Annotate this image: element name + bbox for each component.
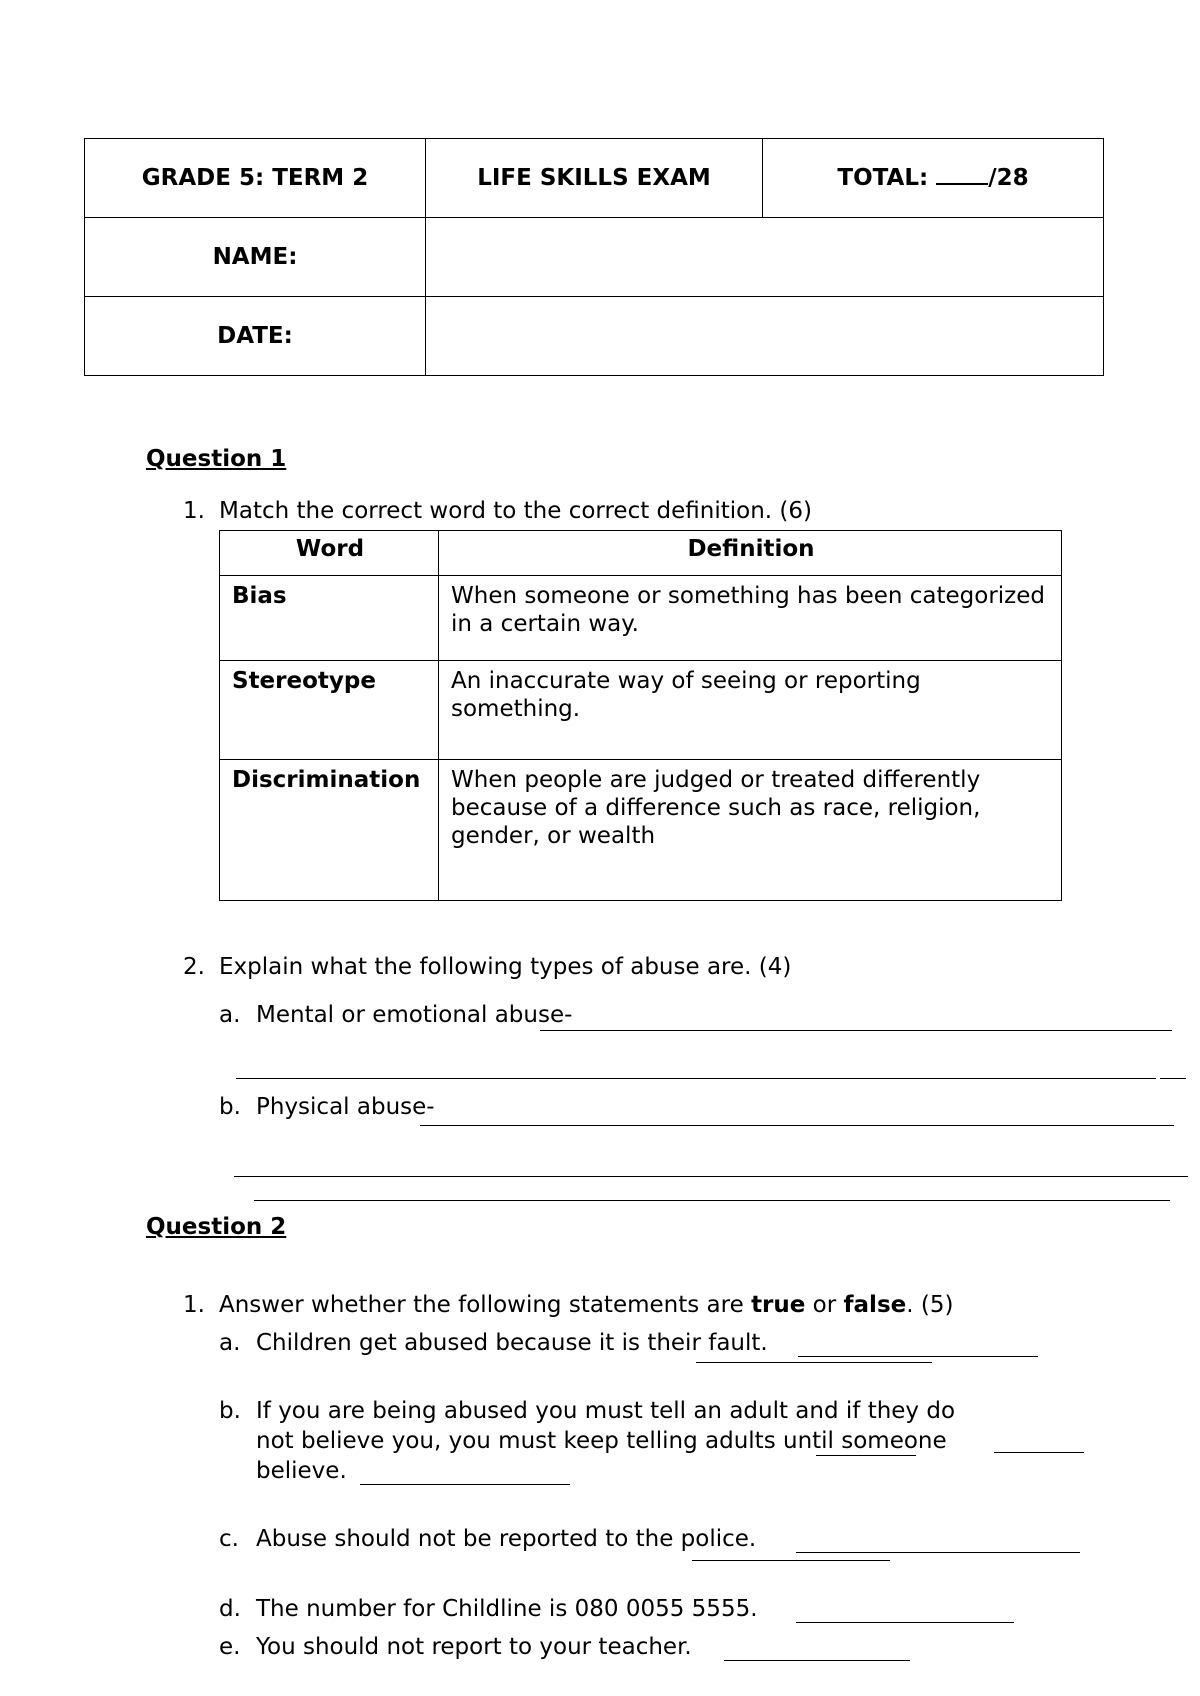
q1-b-letter: b. [219,1094,241,1120]
name-field[interactable] [426,218,1104,297]
answer-line[interactable] [420,1125,1174,1126]
table-row [220,576,1062,661]
false-word: false [843,1292,907,1318]
q1-item2-number: 2. [183,954,205,980]
word-cell: Discrimination [220,760,439,901]
q2-e-text: You should not report to your teacher. [256,1634,692,1660]
q2-a-text: Children get abused because it is their fault. [256,1330,768,1356]
q2-e-letter: e. [219,1634,241,1660]
definition-table [219,530,1062,901]
definition-cell: When someone or something has been categorized in a certain way. [439,576,1062,661]
table-row [220,760,1062,901]
true-word: true [751,1292,806,1318]
table-row [220,661,1062,760]
q2-d-text: The number for Childline is 080 0055 5555. [256,1596,758,1622]
answer-line[interactable] [254,1200,1170,1201]
q2-b-line2: not believe you, you must keep telling adults until someone [256,1428,947,1454]
name-label: NAME: [85,218,426,297]
answer-line[interactable] [360,1484,570,1485]
q2-b-line3: believe. [256,1458,347,1484]
question-1-heading: Question 1 [146,446,287,472]
answer-line[interactable] [798,1356,1038,1357]
answer-line[interactable] [236,1078,1156,1079]
header-table [84,138,1104,376]
q1-item1-text: Match the correct word to the correct definition. (6) [219,498,813,524]
date-field[interactable] [426,297,1104,376]
word-cell: Stereotype [220,661,439,760]
q2-b-line1: If you are being abused you must tell an adult and if they do [256,1398,956,1424]
date-label: DATE: [85,297,426,376]
word-column-header: Word [220,531,439,576]
q2-b-letter: b. [219,1398,241,1424]
total-blank [936,165,988,185]
definition-column-header: Definition [439,531,1062,576]
answer-line[interactable] [1160,1078,1186,1079]
q1-item1-number: 1. [183,498,205,524]
q2-item1-post: . (5) [906,1292,954,1318]
q2-item1-pre: Answer whether the following statements are [219,1292,752,1318]
q2-item1-text [219,1292,953,1318]
q2-a-letter: a. [219,1330,241,1356]
answer-line[interactable] [816,1455,916,1456]
answer-line[interactable] [234,1176,1188,1177]
q1-a-text: Mental or emotional abuse- [256,1002,573,1028]
q1-a-letter: a. [219,1002,241,1028]
q2-c-text: Abuse should not be reported to the police. [256,1526,757,1552]
q2-item1-or: or [805,1292,844,1318]
q1-item2-text: Explain what the following types of abuse are. (4) [219,954,792,980]
answer-line[interactable] [540,1030,1172,1031]
definition-cell: An inaccurate way of seeing or reporting something. [439,661,1062,760]
q1-b-text: Physical abuse- [256,1094,435,1120]
answer-line[interactable] [796,1622,1014,1623]
q2-c-letter: c. [219,1526,239,1552]
exam-title-cell: LIFE SKILLS EXAM [426,139,763,218]
answer-line[interactable] [696,1362,932,1363]
answer-line[interactable] [796,1552,1080,1553]
total-suffix: /28 [988,165,1029,191]
grade-cell: GRADE 5: TERM 2 [85,139,426,218]
total-cell [763,139,1104,218]
word-cell: Bias [220,576,439,661]
answer-line[interactable] [692,1560,890,1561]
answer-line[interactable] [724,1660,910,1661]
q2-item1-number: 1. [183,1292,205,1318]
total-label: TOTAL: [837,165,929,191]
q2-d-letter: d. [219,1596,241,1622]
answer-line[interactable] [994,1452,1084,1453]
definition-cell: When people are judged or treated differently because of a difference such as race, religion, gender, or wealth [439,760,1062,901]
question-2-heading: Question 2 [146,1214,287,1240]
